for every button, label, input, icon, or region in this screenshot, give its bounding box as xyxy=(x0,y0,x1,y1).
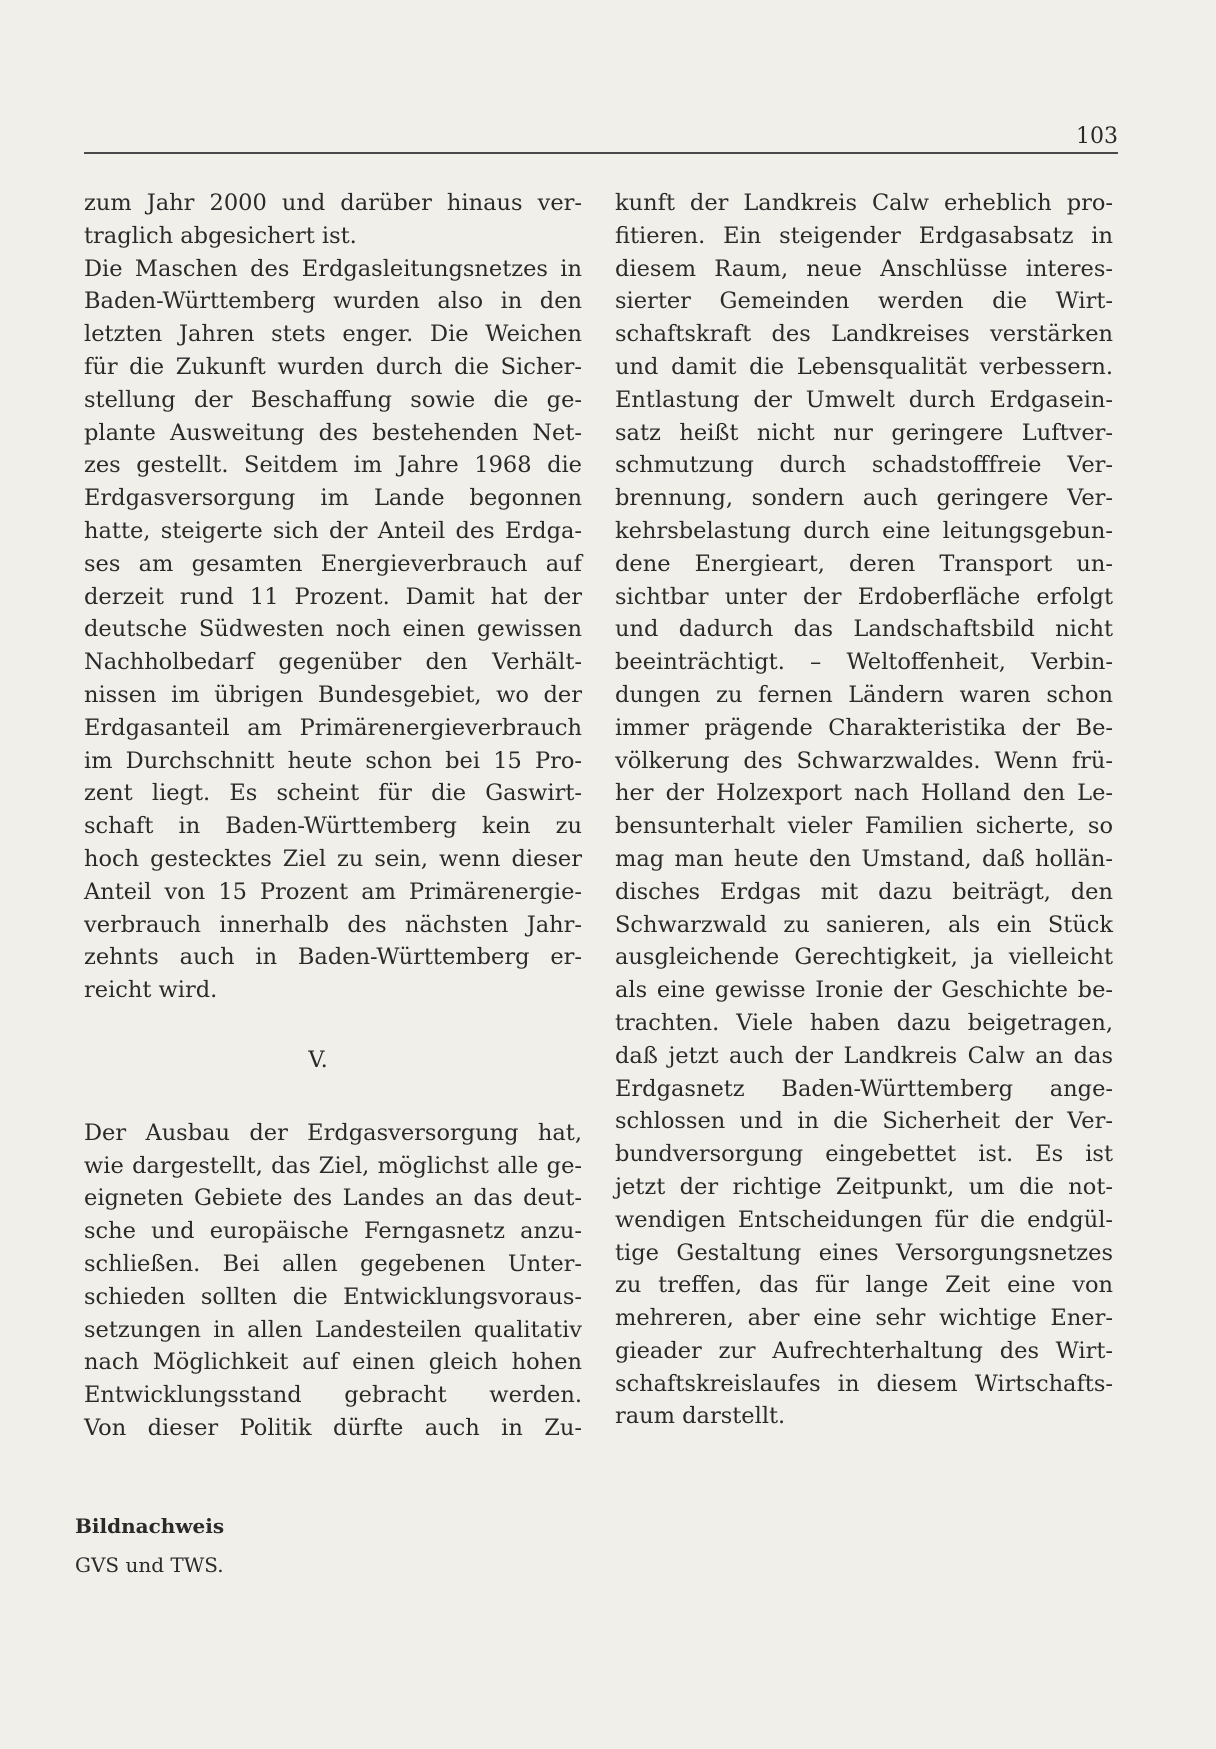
text-line: disches Erdgas mit dazu beiträgt, den xyxy=(615,878,1113,905)
text-line: gieader zur Aufrechterhaltung des Wirt- xyxy=(615,1337,1113,1364)
text-line: dene Energieart, deren Transport un- xyxy=(615,550,1113,577)
text-line: Baden-Württemberg wurden also in den xyxy=(84,288,582,315)
text-line: bensunterhalt vieler Familien sicherte, so xyxy=(615,813,1113,840)
text-line: deutsche Südwesten noch einen gewissen xyxy=(84,616,582,643)
section-heading: V. xyxy=(308,1046,328,1073)
text-line: kunft der Landkreis Calw erheblich pro- xyxy=(615,190,1113,216)
text-line: mehreren, aber eine sehr wichtige Ener- xyxy=(615,1305,1113,1332)
text-line: ses am gesamten Energieverbrauch auf xyxy=(84,550,582,577)
text-line: ausgleichende Gerechtigkeit, ja vielleicht xyxy=(615,944,1113,971)
text-line: hatte, steigerte sich der Anteil des Erdga- xyxy=(84,517,582,544)
text-line: Nachholbedarf gegenüber den Verhält- xyxy=(84,649,582,676)
text-line: schieden sollten die Entwicklungsvoraus- xyxy=(84,1283,582,1310)
text-line: mag man heute den Umstand, daß hollän- xyxy=(615,845,1113,872)
text-line: zent liegt. Es scheint für die Gaswirt- xyxy=(84,780,582,807)
text-line: schlossen und in die Sicherheit der Ver- xyxy=(615,1108,1113,1135)
text-line: plante Ausweitung des bestehenden Net- xyxy=(84,419,582,446)
text-line: völkerung des Schwarzwaldes. Wenn frü- xyxy=(615,747,1113,774)
text-line: reicht wird. xyxy=(84,977,218,1004)
text-line: nach Möglichkeit auf einen gleich hohen xyxy=(84,1349,582,1376)
text-line: sichtbar unter der Erdoberfläche erfolgt xyxy=(615,583,1113,610)
text-line: Erdgasanteil am Primärenergieverbrauch xyxy=(84,714,582,741)
text-line: hoch gestecktes Ziel zu sein, wenn dieser xyxy=(84,845,582,872)
page-number: 103 xyxy=(1076,124,1118,149)
text-line: kehrsbelastung durch eine leitungsgebun- xyxy=(615,517,1113,544)
text-line: Schwarzwald zu sanieren, als ein Stück xyxy=(615,911,1113,938)
text-line: satz heißt nicht nur geringere Luftver- xyxy=(615,419,1113,446)
paragraph-calw xyxy=(615,187,1113,1433)
text-line: zehnts auch in Baden-Württemberg er- xyxy=(84,944,582,971)
text-line: verbrauch innerhalb des nächsten Jahr- xyxy=(84,911,582,938)
text-line: raum darstellt. xyxy=(615,1403,786,1430)
text-line: sierter Gemeinden werden die Wirt- xyxy=(615,288,1113,315)
text-line: im Durchschnitt heute schon bei 15 Pro- xyxy=(84,747,582,774)
text-line: trachten. Viele haben dazu beigetragen, xyxy=(615,1009,1113,1036)
text-line: wendigen Entscheidungen für die endgül- xyxy=(615,1206,1113,1233)
paragraph-expansion xyxy=(84,1117,582,1445)
text-line: für die Zukunft wurden durch die Sicher- xyxy=(84,353,582,380)
text-line: Erdgasversorgung im Lande begonnen xyxy=(84,485,582,512)
text-line: Von dieser Politik dürfte auch in Zu- xyxy=(84,1414,582,1441)
text-line: als eine gewisse Ironie der Geschichte be- xyxy=(615,977,1113,1004)
text-line: zu treffen, das für lange Zeit eine von xyxy=(615,1272,1113,1299)
text-line: nissen im übrigen Bundesgebiet, wo der xyxy=(84,681,582,708)
image-credits-text: GVS und TWS. xyxy=(75,1553,224,1577)
text-line: her der Holzexport nach Holland den Le- xyxy=(615,780,1113,807)
text-line: Der Ausbau der Erdgasversorgung hat, xyxy=(84,1119,582,1146)
text-line: brennung, sondern auch geringere Ver- xyxy=(615,485,1113,512)
left-column xyxy=(84,187,582,1445)
paragraph-gas-network xyxy=(84,253,582,1007)
text-line: schmutzung durch schadstofffreie Ver- xyxy=(615,452,1113,479)
text-line: fitieren. Ein steigender Erdgasabsatz in xyxy=(615,222,1113,249)
text-line: schließen. Bei allen gegebenen Unter- xyxy=(84,1250,582,1277)
text-line: zum Jahr 2000 und darüber hinaus ver- xyxy=(84,190,582,216)
text-line: schaft in Baden-Württemberg kein zu xyxy=(84,813,582,840)
text-line: sche und europäische Ferngasnetz anzu- xyxy=(84,1218,582,1245)
text-line: letzten Jahren stets enger. Die Weichen xyxy=(84,321,582,348)
text-line: stellung der Beschaffung sowie die ge- xyxy=(84,386,582,413)
text-line: dungen zu fernen Ländern waren schon xyxy=(615,681,1113,708)
text-line: und damit die Lebensqualität verbessern. xyxy=(615,353,1113,380)
text-line: derzeit rund 11 Prozent. Damit hat der xyxy=(84,583,582,610)
paragraph-continuation xyxy=(84,187,582,253)
text-line: schaftskreislaufes in diesem Wirtschafts- xyxy=(615,1370,1113,1397)
image-credits-heading: Bildnachweis xyxy=(75,1514,225,1538)
text-line: diesem Raum, neue Anschlüsse interes- xyxy=(615,255,1113,282)
text-line: Entlastung der Umwelt durch Erdgasein- xyxy=(615,386,1113,413)
text-line: daß jetzt auch der Landkreis Calw an das xyxy=(615,1042,1113,1069)
text-line: immer prägende Charakteristika der Be- xyxy=(615,714,1113,741)
text-line: beeinträchtigt. – Weltoffenheit, Verbin- xyxy=(615,649,1113,676)
text-line: Entwicklungsstand gebracht werden. xyxy=(84,1382,582,1409)
text-line: wie dargestellt, das Ziel, möglichst alle ge- xyxy=(84,1152,582,1179)
text-line: jetzt der richtige Zeitpunkt, um die not- xyxy=(615,1173,1113,1200)
text-line: setzungen in allen Landesteilen qualitativ xyxy=(84,1316,582,1343)
text-line: zes gestellt. Seitdem im Jahre 1968 die xyxy=(84,452,582,479)
right-column xyxy=(615,187,1113,1433)
text-line: und dadurch das Landschaftsbild nicht xyxy=(615,616,1113,643)
text-line: tige Gestaltung eines Versorgungsnetzes xyxy=(615,1239,1113,1266)
text-line: schaftskraft des Landkreises verstärken xyxy=(615,321,1113,348)
text-line: Die Maschen des Erdgasleitungsnetzes in xyxy=(84,255,582,282)
text-line: Anteil von 15 Prozent am Primärenergie- xyxy=(84,878,582,905)
text-line: bundversorgung eingebettet ist. Es ist xyxy=(615,1141,1113,1168)
text-line: eigneten Gebiete des Landes an das deut- xyxy=(84,1185,582,1212)
text-line: Erdgasnetz Baden-Württemberg ange- xyxy=(615,1075,1113,1102)
header-rule xyxy=(84,152,1118,154)
text-line: traglich abgesichert ist. xyxy=(84,222,357,249)
